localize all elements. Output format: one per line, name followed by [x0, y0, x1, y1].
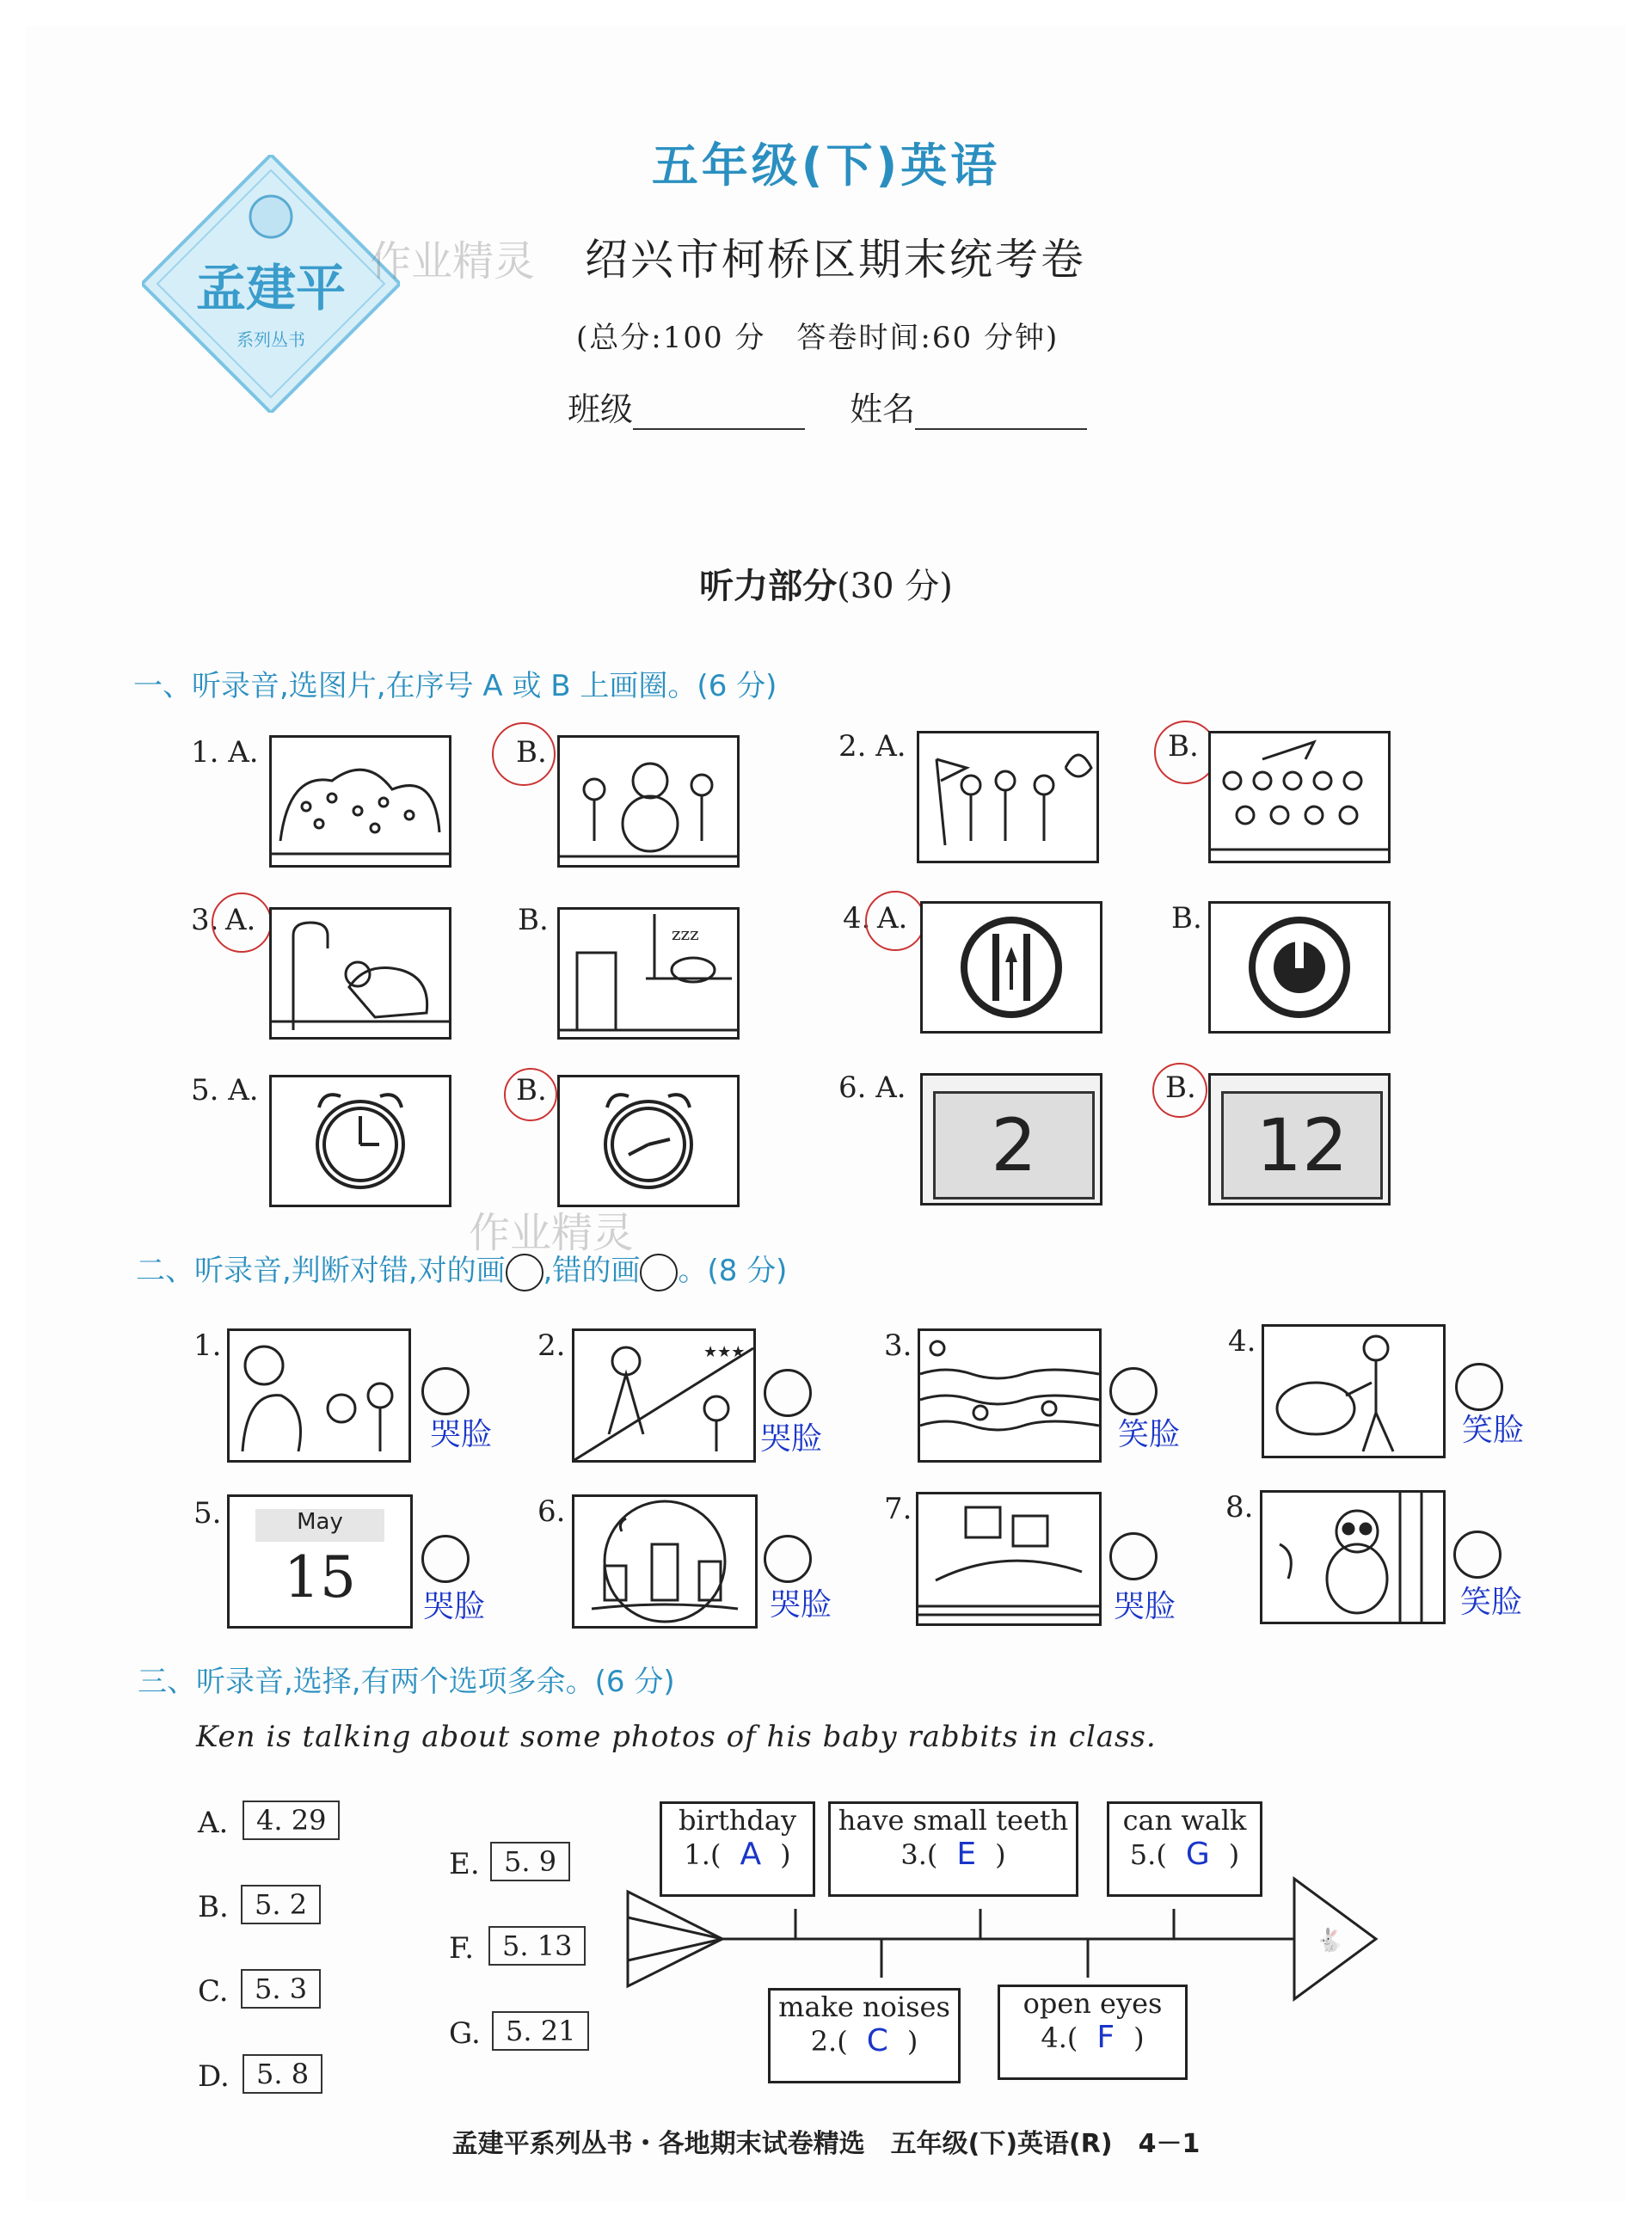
- rabbit-icon: 🐇: [1316, 1928, 1344, 1954]
- slot-3-label: 3.(: [900, 1838, 938, 1871]
- event-small-teeth-slot[interactable]: [831, 1837, 1076, 1872]
- slot-4-close: ): [1133, 2021, 1145, 2054]
- event-open-eyes: [998, 1985, 1188, 2080]
- student-fields: [568, 383, 1121, 430]
- calendar-12-icon[interactable]: [1208, 1073, 1391, 1206]
- listening-points: (30 分): [837, 567, 953, 606]
- part2-heading-mid: ,错的画: [543, 1254, 641, 1288]
- class-blank[interactable]: [633, 399, 805, 430]
- alarm-clock-icon[interactable]: [557, 1075, 740, 1207]
- p2-q5-number: 5.: [193, 1496, 222, 1531]
- event-small-teeth-label: have small teeth: [838, 1804, 1069, 1837]
- class-label: 班级: [568, 390, 634, 428]
- q3-option-b[interactable]: B.: [518, 903, 549, 937]
- cat-drinking-icon[interactable]: [269, 907, 451, 1040]
- p2-q3-face-icon[interactable]: [1109, 1367, 1158, 1415]
- listening-title-text: 听力部分: [699, 567, 838, 606]
- dog-walking-icon: [1262, 1324, 1446, 1458]
- slot-5-close: ): [1228, 1838, 1240, 1871]
- svg-text:zzz: zzz: [672, 923, 699, 944]
- page-footer: 孟建平系列丛书・各地期末试卷精选 五年级(下)英语(R) 4－1: [451, 2129, 1201, 2159]
- q4-option-a[interactable]: A.: [877, 901, 908, 936]
- cat-sleeping-icon[interactable]: [557, 907, 740, 1040]
- p2-q7-number: 7.: [884, 1492, 912, 1526]
- option-e-letter: E.: [449, 1847, 480, 1881]
- slot-1-answer: A: [740, 1837, 762, 1872]
- part3-intro: Ken is talking about some photos of his baby rabbits in class.: [196, 1720, 1157, 1754]
- p2-q2-number: 2.: [537, 1328, 566, 1363]
- part2-heading-start: 二、听录音,判断对错,对的画: [136, 1254, 506, 1288]
- p2-q5-answer: 哭脸: [423, 1589, 486, 1624]
- p2-q1-answer: 哭脸: [430, 1417, 493, 1452]
- option-c-letter: C.: [198, 1974, 229, 2009]
- p2-q4-number: 4.: [1228, 1324, 1256, 1359]
- slot-1-label: 1.(: [684, 1838, 722, 1871]
- dragon-boat-icon: [916, 1492, 1102, 1626]
- event-birthday: [660, 1801, 815, 1897]
- option-b-date[interactable]: 5. 2: [241, 1885, 321, 1924]
- event-can-walk-label: can walk: [1122, 1804, 1247, 1837]
- watermark: 作业精灵: [370, 237, 536, 285]
- slot-2-answer: C: [866, 2023, 888, 2058]
- people-scene-icon: [227, 1328, 411, 1463]
- p2-q5-face-icon[interactable]: [421, 1535, 470, 1583]
- p2-q2-face-icon[interactable]: [764, 1369, 812, 1417]
- part2-heading-end: 。(8 分): [678, 1254, 788, 1288]
- event-can-walk-slot[interactable]: [1109, 1837, 1260, 1872]
- p2-q4-face-icon[interactable]: [1455, 1363, 1503, 1411]
- calendar-2-day: 2: [933, 1091, 1095, 1199]
- p2-q8-number: 8.: [1225, 1490, 1254, 1525]
- event-birthday-slot[interactable]: [662, 1837, 813, 1872]
- q3-option-a[interactable]: A.: [225, 903, 256, 937]
- calendar-month: May: [255, 1509, 384, 1542]
- option-g-date[interactable]: 5. 21: [492, 2011, 589, 2051]
- q6-number: 6. A.: [838, 1071, 906, 1105]
- p2-q8-answer: 笑脸: [1460, 1585, 1523, 1620]
- slot-3-close: ): [995, 1838, 1006, 1871]
- watermark-2: 作业精灵: [469, 1209, 635, 1257]
- q2-option-b[interactable]: B.: [1168, 729, 1199, 764]
- event-open-eyes-label: open eyes: [1023, 1987, 1163, 2020]
- event-birthday-label: birthday: [678, 1804, 797, 1837]
- option-a-letter: A.: [198, 1806, 229, 1840]
- p2-q1-face-icon[interactable]: [421, 1367, 470, 1415]
- q5-number: 5. A.: [191, 1073, 259, 1107]
- event-make-noises-slot[interactable]: [771, 2023, 958, 2058]
- p2-q6-number: 6.: [537, 1494, 566, 1529]
- slot-5-answer: G: [1185, 1837, 1210, 1872]
- slot-2-close: ): [906, 2025, 918, 2058]
- option-e-date[interactable]: 5. 9: [490, 1842, 570, 1881]
- part3-heading: 三、听录音,选择,有两个选项多余。(6 分): [138, 1665, 675, 1699]
- exam-title: 五年级(下)英语: [651, 138, 1001, 193]
- calendar-2-icon[interactable]: [920, 1073, 1102, 1206]
- p2-q7-answer: 哭脸: [1114, 1589, 1176, 1624]
- option-f-letter: F.: [449, 1931, 475, 1966]
- calendar-day: 15: [284, 1544, 356, 1610]
- p2-q6-face-icon[interactable]: [764, 1535, 812, 1583]
- p2-q3-number: 3.: [884, 1328, 912, 1363]
- option-d-date[interactable]: 5. 8: [243, 2054, 322, 2094]
- score-info: (总分:100 分 答卷时间:60 分钟): [576, 321, 1059, 355]
- alarm-clock-icon[interactable]: [269, 1075, 451, 1207]
- logo-subtext: 系列丛书: [236, 329, 305, 350]
- logo-text: 孟建平: [195, 259, 347, 317]
- option-c-date[interactable]: 5. 3: [241, 1969, 321, 2009]
- option-b-letter: B.: [198, 1890, 229, 1924]
- q1-number: 1. A.: [191, 735, 259, 770]
- svg-text:★★★: ★★★: [703, 1343, 746, 1361]
- apple-trees-icon[interactable]: [269, 735, 451, 868]
- q5-option-b[interactable]: B.: [516, 1073, 547, 1107]
- p2-q7-face-icon[interactable]: [1109, 1532, 1158, 1580]
- part2-heading: [136, 1247, 787, 1291]
- p2-q8-face-icon[interactable]: [1453, 1531, 1502, 1579]
- q4-option-b[interactable]: B.: [1171, 901, 1202, 936]
- option-g-letter: G.: [449, 2016, 481, 2051]
- swimming-scene-icon: [918, 1328, 1102, 1463]
- option-a-date[interactable]: 4. 29: [243, 1801, 340, 1840]
- panda-bamboo-icon: [1260, 1490, 1446, 1624]
- q1-option-b[interactable]: B.: [516, 735, 547, 770]
- event-open-eyes-slot[interactable]: [1000, 2020, 1185, 2055]
- name-label: 姓名: [850, 390, 916, 428]
- slot-3-answer: E: [956, 1837, 977, 1872]
- keep-right-sign-icon[interactable]: [920, 901, 1102, 1034]
- part1-heading: 一、听录音,选图片,在序号 A 或 B 上画圈。(6 分): [133, 669, 777, 703]
- q4-number: 4.: [843, 901, 871, 936]
- q3-number: 3.: [191, 903, 219, 937]
- p2-q3-answer: 笑脸: [1118, 1417, 1181, 1452]
- event-make-noises-label: make noises: [778, 1991, 950, 2023]
- event-small-teeth: [828, 1801, 1078, 1897]
- kids-playing-icon: [572, 1328, 756, 1463]
- p2-q2-answer: 哭脸: [760, 1421, 823, 1457]
- option-d-letter: D.: [198, 2059, 230, 2094]
- slot-4-label: 4.(: [1041, 2021, 1078, 2054]
- slot-4-answer: F: [1096, 2020, 1115, 2055]
- sad-face-icon: [640, 1254, 678, 1291]
- q6-option-b[interactable]: B.: [1165, 1071, 1196, 1105]
- slot-5-label: 5.(: [1129, 1838, 1167, 1871]
- quiet-sign-icon[interactable]: [1208, 901, 1391, 1034]
- slot-2-label: 2.(: [810, 2025, 848, 2058]
- pagodas-icon: [572, 1494, 758, 1629]
- name-blank[interactable]: [915, 399, 1087, 430]
- slot-1-close: ): [780, 1838, 791, 1871]
- p2-q4-answer: 笑脸: [1462, 1413, 1525, 1448]
- smiley-face-icon: [506, 1254, 544, 1291]
- listening-section-title: [0, 559, 1652, 608]
- kids-group-icon[interactable]: [1208, 731, 1391, 863]
- p2-q6-answer: 哭脸: [770, 1587, 832, 1623]
- event-can-walk: [1107, 1801, 1262, 1897]
- option-f-date[interactable]: 5. 13: [488, 1926, 586, 1966]
- calendar-12-day: 12: [1221, 1091, 1383, 1199]
- kids-flag-icon[interactable]: [917, 731, 1099, 863]
- q2-number: 2. A.: [838, 729, 906, 764]
- calendar-may-icon: [227, 1494, 413, 1629]
- event-make-noises: [768, 1988, 961, 2083]
- snowman-kids-icon[interactable]: [557, 735, 740, 868]
- p2-q1-number: 1.: [193, 1328, 222, 1363]
- exam-subtitle: 绍兴市柯桥区期末统考卷: [585, 235, 1086, 285]
